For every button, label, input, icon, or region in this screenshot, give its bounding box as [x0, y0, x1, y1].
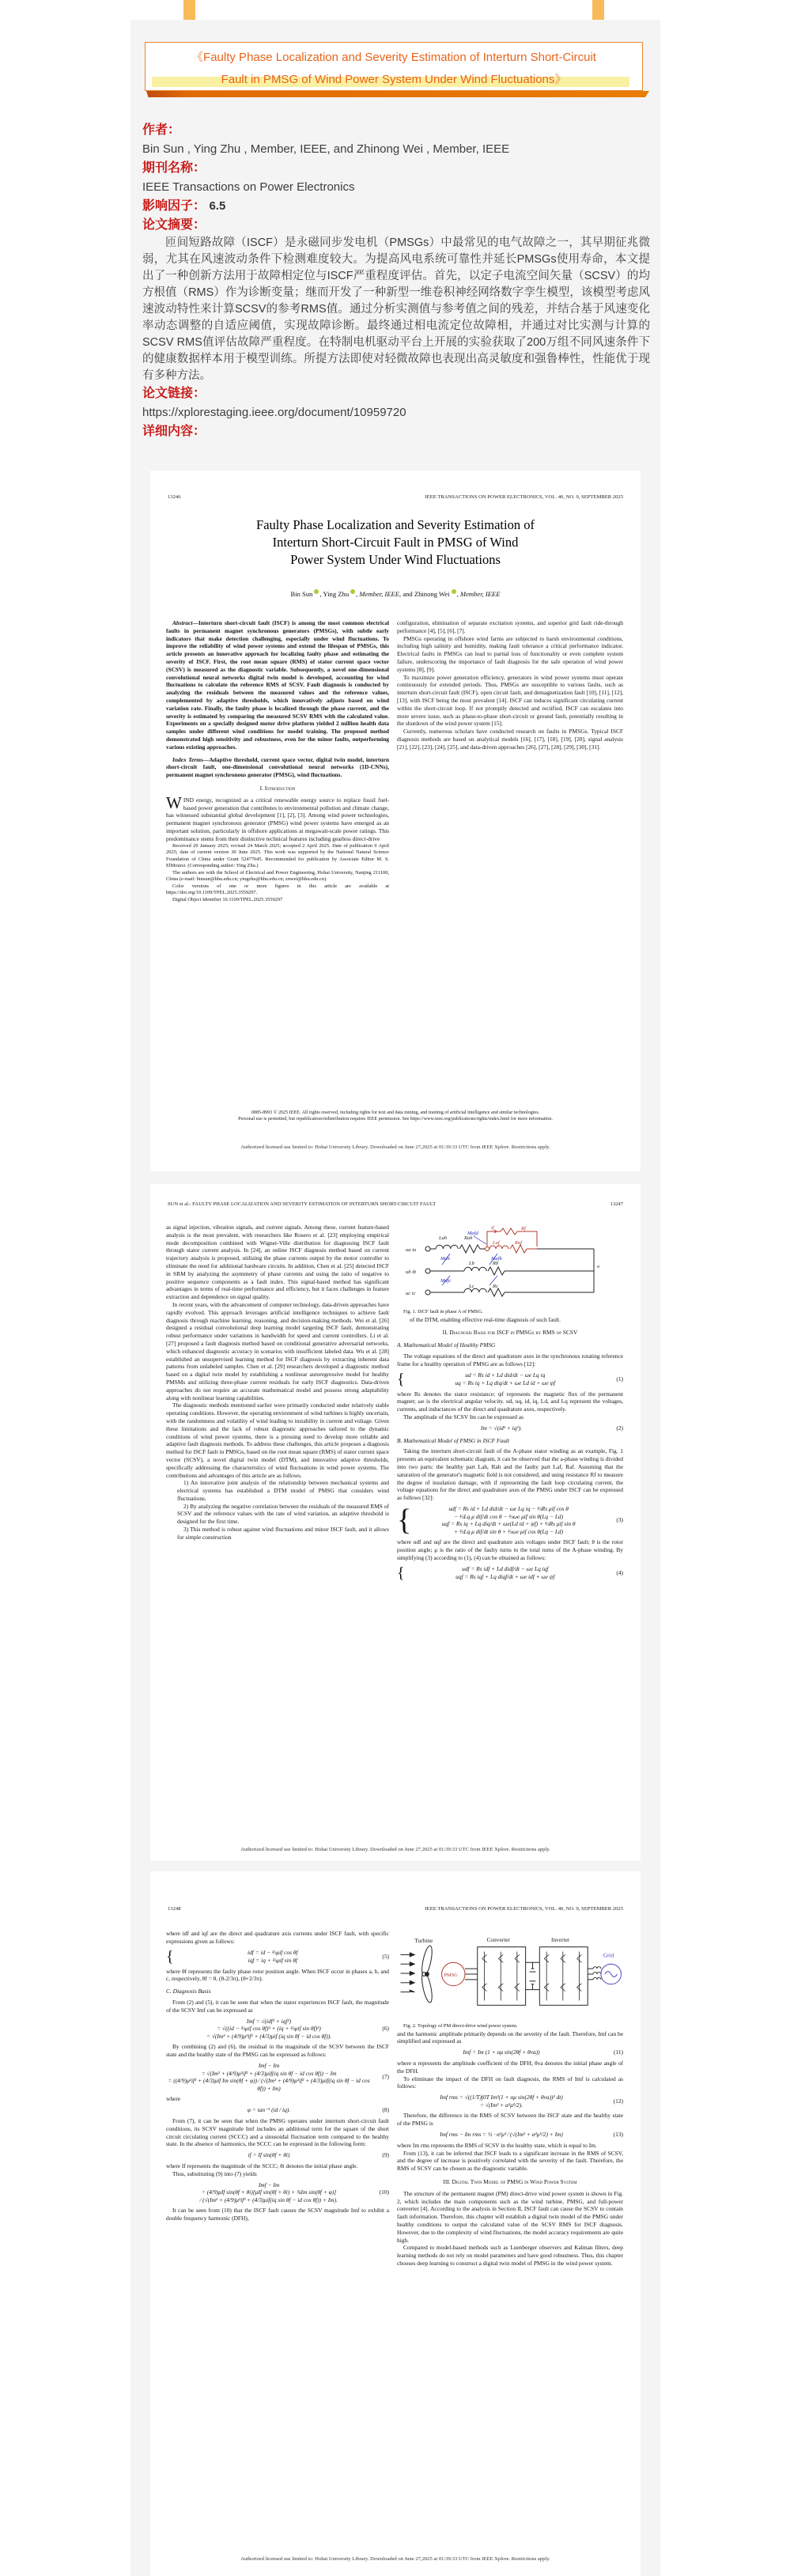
page3-number: 13248	[168, 1906, 181, 1912]
paragraph: where udf and uqf are the direct and quadrature axis voltages under ISCF fault; θ is the rotor position angle; μ is the ratio of the faulty turns to the total turns of the A-phase winding. By simplifying (3) according to (1), (4) can be obtained as follows:	[397, 1538, 623, 1561]
fig2-label-converter: Converter	[486, 1935, 510, 1943]
equation-8	[166, 2106, 389, 2114]
section-heading-2: II. Diagnosis Basis for ISCF in PMSGs by RMS of SCSV	[442, 1329, 578, 1337]
detail-label: 详细内容：	[142, 425, 206, 438]
paragraph: where	[166, 2095, 181, 2103]
journal-label: 期刊名称：	[142, 161, 206, 175]
paragraph: as signal injection, vibration signals, and current signals. Among these, current feature-based analysis is the most prevalent, with researchers like Rosero et al. [23] employing empirical mode decomposition combined with Wigner-Ville distribution for diagnosing ISCF fault through stator current analysis. In [24], an online ISCF diagnosis method based on current trajectory analysis is proposed, utilizing the phase currents output by the motor controller to eliminate the need for additional hardware circuits. In addition, Chen et al. [25] detected ISCF in SRM by analyzing the asymmetry of phase currents and using the ratio of negative to positive sequence components as a fault index. This signal-based method has significant advantages in terms of real-time performance and efficiency, but it faces challenges in feature extraction and dependence on signal quality.	[166, 1224, 389, 1301]
impact-factor-label: 影响因子：	[142, 199, 206, 213]
equation-number: (9)	[382, 2151, 389, 2159]
page2-head-title: SUN et al.: FAULTY PHASE LOCALIZATION AND SEVERITY ESTIMATION OF INTERTURN SHORT-CIRCUIT FAULT	[168, 1201, 437, 1207]
author-name: , and Zhinong Wei	[399, 590, 450, 598]
paragraph: From (2) and (5), it can be seen that when the stator experiences ISCF fault, the magnitude of the SCSV Imf can be expressed as	[166, 1998, 389, 2014]
paragraph: To maximize power generation efficiency, generators in wind power systems must operate continuously for extended periods. Thus, PMSGs are susceptible to various faults, such as interturn short-circuit fault (ISCF), open circuit fault, and demagnetization fault [10], [11], [12], [13], with ISCF being the most prevalent [14]. ISCF can induces significant circulating current within the short-circuit loop. If not promptly detected and rectified, ISCF can escalates into more severe issue, such as phase-to-phase short-circuit or ground fault, potentially resulting in the shutdown of the wind power system [15].	[397, 673, 623, 728]
section-heading-3: III. Digital Twin Model of PMSG in Wind Power System	[443, 2177, 577, 2185]
equation-brace: {	[397, 1504, 412, 1538]
page1-number: 13246	[168, 494, 181, 500]
equation-line: if = If sin(θf + θi)	[248, 2151, 290, 2159]
pdf-page-2	[150, 1184, 641, 1861]
authors-value: Bin Sun , Ying Zhu , Member, IEEE, and Zhinong Wei , Member, IEEE	[142, 142, 510, 156]
link-label: 论文链接：	[142, 387, 206, 400]
contribution-item-2: 2) By analyzing the negative correlation between the residuals of the measured RMS of SCSV and the reference values with the rate of wind variation, an adaptive threshold is designed for the first time.	[177, 1502, 389, 1526]
paragraph: where θf represents the faulty phase rotor position angle. When ISCF occur in phases a, b, and c, respectively, θf = θ, (θ-2/3π), (θ+2/3π).	[166, 1967, 389, 1983]
equation-line: Imf − Im	[258, 2061, 280, 2069]
page1-copyright	[171, 1110, 620, 1123]
ribbon-right	[592, 0, 604, 20]
paragraph: PMSGs operating in offshore wind farms are subjected to harsh environmental conditions, including high salinity and humidity, making fault tolerance a critical performance indicator. Electrical faults in PMSGs can lead to partial loss of functionality or even complete system failure, underscoring the importance of fault diagnosis for the safe operation of wind power systems [8], [9].	[397, 634, 623, 673]
figure-2-caption: Fig. 2. Topology of PM direct-drive wind power system.	[403, 2022, 518, 2029]
index-terms-paragraph	[166, 756, 389, 779]
page3-running-head	[168, 1906, 623, 1912]
abstract-paragraph	[166, 619, 389, 751]
equation-line: + ⅔Lq μ dif/dt sin θ + ⅔ωe μif cos θ(Lq − Ld)	[454, 1527, 564, 1535]
paper-title-line2: Interturn Short-Circuit Fault in PMSG of Wind	[272, 535, 519, 550]
equation-line: Imf rms = √((1/T)∫0T Im²(1 + αμ sin(2θf + θva))² dt)	[440, 2094, 563, 2101]
equation-brace: {	[166, 1947, 174, 1965]
fig2-label-grid: Grid	[603, 1951, 614, 1959]
paper-title-line1: Faulty Phase Localization and Severity Estimation of	[256, 517, 535, 532]
equation-number: (5)	[382, 1952, 389, 1960]
paragraph: Currently, numerous scholars have conducted research on faults in PMSGs. Typical ISCF diagnosis methods are based on analytical models [16], [17], [18], [19], [20], signal analysis [21], [22], [23], [24], [25], and data-driven approaches [26], [27], [28], [29], [30], [31].	[397, 728, 623, 751]
paragraph: By combining (2) and (6), the residual in the magnitude of the SCSV between the ISCF state and the healthy state of the PMSG can be expressed as follows:	[166, 2043, 389, 2059]
fig1-label-ua: ua ia	[406, 1247, 417, 1253]
footnote-2: The authors are with the School of Electrical and Power Engineering, Hohai University, Nanjing 211100, China (e-mail: binsun@hhu.edu.cn; yingzhu@hhu.edu.cn; znwei@hhu.edu.cn).	[166, 869, 389, 883]
fig2-label-turbine: Turbine	[414, 1936, 433, 1944]
article-card	[130, 20, 660, 2576]
equation-line: − ⅔Lq μ dif/dt cos θ − ⅔ωe μif sin θ(Lq − Ld)	[454, 1512, 564, 1520]
equation-number: (12)	[613, 2097, 623, 2105]
index-terms-heading: Index Terms—	[172, 755, 210, 763]
equation-number: (6)	[382, 2025, 389, 2033]
equation-line: φ = tan⁻¹ (id / iq).	[247, 2106, 291, 2114]
footnote-1: Received 20 January 2025; revised 24 March 2025; accepted 2 April 2025. Date of publication 9 April 2025; date of current version 30 June 2025. This work was supported by the National Natural Science Foundation of China under Grant 52477045. Recommended for publication by Associate Editor M. S. ElMoursi. (Corresponding author: Ying Zhu.)	[166, 842, 389, 869]
fig1-label-raf: Raf	[515, 1240, 523, 1246]
fig1-label-mafb: Mafb	[491, 1256, 502, 1262]
equation-2	[397, 1424, 623, 1432]
abstract-heading: Abstract—	[172, 619, 198, 626]
paragraph: From (13), it can be inferred that ISCF leads to a significant increase in the RMS of SCSV, and the degree of increase is positively correlated with the severity of the fault. Therefore, the RMS of SCSV can be chosen as the diagnostic variable.	[397, 2149, 623, 2173]
fig1-label-if: if	[491, 1225, 494, 1231]
pdf-page-3	[150, 1871, 641, 2576]
paper-link-url[interactable]: https://xplorestaging.ieee.org/document/10959720	[142, 406, 406, 419]
equation-line: uqf = Rs iq + Lq diq/dt + ωe(Ld id + ψf) + ⅔Rs μif sin θ	[441, 1520, 576, 1528]
subsection-b: B. Mathematical Model of PMSG in ISCF Fault	[397, 1436, 510, 1444]
banner-title-box	[145, 42, 643, 91]
page3-left-column	[166, 1930, 389, 2547]
equation-number: (11)	[613, 2048, 623, 2056]
subsection-c: C. Diagnosis Basis	[166, 1988, 211, 1995]
equation-number: (7)	[382, 2073, 389, 2081]
member-designation: Member, IEEE	[359, 590, 400, 598]
paragraph: where α represents the amplitude coefficient of the DFH; θva denotes the initial phase angle of the DFH.	[397, 2059, 623, 2075]
paragraph: where Im rms represents the RMS of SCSV in the healthy state, which is equal to Im.	[397, 2141, 597, 2149]
paragraph: It can be seen from (10) that the ISCF fault causes the SCSV magnitude Imf to exhibit a double frequency harmonic (DFH),	[166, 2207, 389, 2222]
equation-number: (4)	[616, 1568, 623, 1576]
member-designation: Member, IEEE	[459, 590, 501, 598]
equation-line: = √((id − ⅔μif cos θf)² + (iq + ⅔μif sin θf)²)	[217, 2025, 321, 2033]
equation-number: (3)	[616, 1516, 623, 1524]
equation-4	[397, 1565, 623, 1581]
paragraph: To eliminate the impact of the DFH on fault diagnosis, the RMS of Imf is calculated as follows:	[397, 2075, 623, 2090]
banner-shadow-bar	[146, 91, 649, 97]
paper-title	[174, 516, 617, 569]
paragraph: where If represents the magnitude of the SCCC; θi denotes the initial phase angle.	[166, 2162, 358, 2169]
pdf-page-1	[150, 471, 641, 1171]
paragraph: Taking the interturn short-circuit fault of the A-phase stator winding as an example, Fig. 1 presents an equivalent schematic diagram, it can be observed that the a-phase winding is divided into two parts: the healthy part Lah, Rah and the faulty part Laf, Raf. Assuming that the saturation of the generator's magnetic field is not considered, and using resistance Rf to measure the degree of insulation damage, with if representing the fault loop circulating current, the voltage equations for the direct and quadrature axes of the PMSG under ISCF can be expressed as follows [32]:	[397, 1447, 623, 1502]
page1-right-column	[397, 619, 623, 1103]
equation-brace: {	[397, 1564, 405, 1582]
fig2-label-inverter: Inverter	[551, 1935, 570, 1943]
equation-number: (10)	[379, 2188, 389, 2196]
abstract-text: 匝间短路故障（ISCF）是永磁同步发电机（PMSGs）中最常见的电气故障之一，其早期征兆微弱，尤其在风速波动条件下检测难度较大。为提高风电系统可靠性并延长PMSGs使用寿命，本文提出了一种创新方法用于故障相定位与ISCF严重程度评估。首先，以定子电流空间矢量（SCSV）的均方根值（RMS）作为诊断变量；继而开发了一种新型一维卷积神经网络数字孪生模型，该模型考虑风速波动特性来计算SCSV的参考RMS值。通过分析实测值与参考值之间的残差，并结合基于风速变化率动态调整的自适应阈值，实现故障诊断。最终通过相电流定位故障相，并通过对比实测与计算的SCSV RMS值评估故障严重程度。在特制电机驱动平台上开展的实验获取了200万组不同风速条件下的健康数据样本用于模型训练。所提方法即使对轻微故障也表现出高灵敏度和强鲁棒性，性能优于现有多种方法。	[142, 236, 650, 382]
equation-line: Imf − Im	[258, 2181, 280, 2188]
page1-running-head	[168, 494, 623, 500]
abstract-label: 论文摘要：	[142, 218, 206, 232]
equation-line: = ((4/9)μ²if² + (4/3)μif Im sin(θf + φ)) ⁄ (√(Im² + (4/9)μ²if² + (4/3)μif(iq sin θf − id cos θf)) + Im)	[168, 2077, 370, 2092]
fig1-label-laf: Laf	[493, 1240, 500, 1246]
equation-line: uq = Rs iq + Lq diq/dt + ωe Ld id + ωe ψf	[455, 1379, 556, 1386]
fig1-label-rc: Rc	[493, 1284, 498, 1289]
figure-1	[397, 1225, 623, 1307]
equation-line: uqf = Rs iqf + Lq diqf/dt + ωe idf + ωe ψf	[455, 1572, 555, 1580]
page2-left-column	[166, 1224, 389, 1839]
paper-authors	[150, 589, 641, 598]
paper-title-line3: Power System Under Wind Fluctuations	[290, 552, 501, 567]
page3-authorized-use: Authorized licensed use limited to: Hohai University Library. Downloaded on June 27,2025 at 01:39:33 UTC from IEEE Xplore. Restrictions apply.	[240, 2556, 550, 2562]
page3-journal-head: IEEE TRANSACTIONS ON POWER ELECTRONICS, VOL. 40, NO. 9, SEPTEMBER 2025	[425, 1906, 623, 1912]
fig1-label-mac: Mafc	[440, 1278, 452, 1284]
equation-number: (13)	[613, 2130, 623, 2138]
fig1-label-mafd: Mafd	[467, 1231, 478, 1236]
impact-factor-line	[142, 197, 650, 216]
paragraph: The amplitude of the SCSV Im can be expressed as	[403, 1413, 524, 1420]
paragraph: of the DTM, enabling effective real-time diagnosis of such fault.	[410, 1315, 561, 1323]
footnote-4: Digital Object Identifier 10.1109/TPEL.2025.3559297	[172, 896, 283, 902]
equation-line: = √(Im² + α²μ²/2).	[479, 2101, 524, 2109]
fig1-label-o: o	[597, 1264, 600, 1269]
paragraph: where Rs denotes the stator resistance; ψf represents the magnetic flux of the permanent magnet; ωe is the electrical angular velocity. ud, uq, id, iq, Ld, and Lq represent the voltages, currents, and inductances of the direct and quadrature axes, respectively.	[397, 1390, 623, 1413]
equation-5	[166, 1949, 389, 1965]
equation-line: Im = √(id² + iq²).	[481, 1424, 522, 1432]
equation-12	[397, 2094, 623, 2109]
figure-1-caption: Fig. 1. ISCF fault in phase A of PMSG.	[403, 1308, 483, 1314]
equation-6	[166, 2018, 389, 2041]
intro-body: IND energy, recognized as a critical renewable energy source to replace fossil fuel-based power generation that contributes to environmental pollution and climate change, has witnessed substantial global development [1], [2], [3]. Among wind power technologies, permanent magnet synchronous generator (PMSG) wind power systems have emerged as an important solution, particularly in offshore applications at megawatt-scale power ratings. This predominance stems from their distinctive technical features including gearless direct-drive	[166, 796, 389, 842]
equation-number: (2)	[616, 1424, 623, 1432]
equation-line: Imf = Im (1 + αμ sin(2θf + θva))	[463, 2048, 540, 2056]
equation-number: (8)	[382, 2106, 389, 2114]
paragraph: The structure of the permanent magnet (PM) direct-drive wind power system is shown in Fig. 2, which includes the main components such as the wind turbine, PMSG, and full-power converter [4]. According to the analysis in Section II, ISCF fault can cause the SCSV to contain fault information. Therefore, this chapter will establish a digital twin model of the PMSG under healthy conditions to output the calculated value of the SCSV RMS for ISCF diagnosis. However, due to the complexity of wind fluctuations, the model accuracy requirements are quite high.	[397, 2189, 623, 2244]
page2-running-head	[168, 1201, 623, 1207]
equation-line: ⁄ (√(Im² + (4/9)μ²if² + (4/3)μif(iq sin θf − id cos θf)) + Im).	[200, 2196, 338, 2203]
orcid-icon	[350, 589, 355, 594]
equation-line: udf = Rs id + Ld did/dt − ωe Lq iq − ⅔Rs μif cos θ	[448, 1504, 569, 1512]
fig2-label-pmsg: PMSG	[444, 1972, 458, 1978]
drop-cap: W	[166, 792, 182, 812]
equation-line: Imf = √(idf² + iqf²)	[246, 2017, 292, 2025]
paragraph: Therefore, the difference in the RMS of SCSV between the ISCF state and the healthy state of the PMSG is	[397, 2112, 623, 2128]
paragraph: Thus, substituting (9) into (7) yields	[172, 2169, 257, 2177]
page2-number: 13247	[610, 1201, 623, 1207]
ribbon-left	[183, 0, 195, 20]
copyright-line1: 0885-8993 © 2025 IEEE. All rights reserved, including rights for text and data mining, and training of artificial intelligence and similar technologies.	[251, 1110, 540, 1115]
iscf-circuit-figure	[404, 1225, 616, 1304]
paragraph: From (7), it can be seen that when the PMSG operates under interturn short-circuit fault conditions, its SCSV magnitude Imf includes an additional term for the square of the short circuit circulating current (SCCC) and a sinusoidal fluctuation term compared to the healthy state. In the absence of harmonics, the SCCC can be expressed in the following form:	[166, 2116, 389, 2148]
fig1-label-lah: Lah	[439, 1235, 448, 1241]
abstract-body: Interturn short-circuit fault (ISCF) is among the most common electrical faults in permanent magnet synchronous generators (PMSGs), with subtle early indicators that make detection challenging, especially under wind fluctuations. To improve the reliability of wind power systems and extend the lifespan of PMSGs, this article presents an innovative approach for localizing faulty phase and estimating the severity of ISCF. First, the root mean square (RMS) of stator current space vector (SCSV) is measured as the diagnostic variable. Subsequently, a novel one-dimensional convolutional neural networks digital twin model is developed, accounting for wind fluctuations to calculate the reference RMS of SCSV. Fault diagnosis is conducted by analyzing the residuals between the measured values and the reference values, complemented by adaptive thresholds, which innovatively adjusts based on wind variation rate. Finally, the faulty phase is localized through the phase current, and the severity is estimated by comparing the measured SCSV RMS with the calculated value. Experiments on a specially designed motor drive platform yielded 2 million health data samples under different wind conditions for model training. The proposed method demonstrated high sensitivity and robustness, even for the minor faults, outperforming various existing approaches.	[166, 619, 389, 751]
author-separator: ,	[356, 590, 360, 598]
intro-paragraph	[166, 792, 389, 843]
author-name: , Ying Zhu	[319, 590, 350, 598]
equation-3	[397, 1504, 623, 1538]
equation-10	[166, 2181, 389, 2204]
equation-line: ud = Rs id + Ld did/dt − ωe Lq iq	[465, 1371, 546, 1379]
fig1-label-ub: ub ib	[406, 1269, 417, 1275]
equation-brace: {	[397, 1370, 405, 1388]
figure-2	[397, 1931, 623, 2021]
page2-right-column	[397, 1224, 623, 1839]
paragraph: where idf and iqf are the direct and quadrature axis currents under ISCF fault, with specific expressions given as follows:	[166, 1930, 389, 1945]
equation-number: (1)	[616, 1375, 623, 1383]
journal-value: IEEE Transactions on Power Electronics	[142, 180, 355, 194]
equation-line: Imf rms − Im rms = ½ · α²μ² ⁄ (√(Im² + α²μ²/2) + Im)	[440, 2131, 563, 2139]
fig1-label-rf: Rf	[521, 1226, 526, 1231]
orcid-icon	[314, 589, 319, 594]
paragraph: The voltage equations of the direct and quadrature axes in the synchronous rotating reference frame for a healthy operation of PMSG are as follows [12]:	[397, 1352, 623, 1367]
equation-7	[166, 2062, 389, 2092]
fig1-label-lb: Lb	[469, 1261, 474, 1266]
section-heading-1: I. Introduction	[259, 784, 296, 792]
equation-1	[397, 1371, 623, 1387]
index-terms-body: Adaptive threshold, current space vector, digital twin model, interturn short-circuit fault, one-dimensional convolutional neural networks (1D-CNNs), permanent magnet synchronous generator (PMSG), wind fluctuations.	[166, 755, 389, 779]
page1-journal-head: IEEE TRANSACTIONS ON POWER ELECTRONICS, VOL. 40, NO. 9, SEPTEMBER 2025	[425, 494, 623, 500]
fig1-label-rah: Rah	[464, 1235, 473, 1241]
banner-title-line2: Fault in PMSG of Wind Power System Under Wind Fluctuations》	[221, 73, 567, 86]
subsection-a: A. Mathematical Model of Healthy PMSG	[397, 1341, 496, 1349]
footnote-3: Color versions of one or more figures in this article are available at https://doi.org/10.1109/TPEL.2025.3559297.	[166, 883, 389, 896]
paragraph: configuration, elimination of separate excitation systems, and superior grid fault ride-through performance [4], [5], [6], [7].	[397, 619, 623, 634]
meta-block	[142, 121, 650, 441]
fig1-label-uc: uc ic	[406, 1291, 416, 1296]
author-separator: ,	[456, 590, 460, 598]
paragraph: Compared to model-based methods such as Luenberger observers and Kalman filters, deep learning methods do not rely on model parameters and have good robustness. Thus, this chapter chooses deep learning to construct a digital twin model of PMSG in the wind power system.	[397, 2244, 623, 2267]
equation-11	[397, 2048, 623, 2056]
paragraph: and the harmonic amplitude primarily depends on the severity of the fault. Therefore, Imf can be simplified and expressed as	[397, 2029, 623, 2045]
page1-left-column	[166, 619, 389, 1103]
equation-line: iqf = iq + ⅔μif sin θf	[248, 1956, 297, 1964]
banner-title-line1: 《Faulty Phase Localization and Severity Estimation of Interturn Short-Circuit	[191, 51, 596, 64]
contribution-item-1: 1) An innovative joint analysis of the relationship between mechanical systems and electrical systems has established a DTM model of PMSG that considers wind fluctuations.	[177, 1479, 389, 1502]
orcid-icon	[452, 589, 456, 594]
author-name: Bin Sun	[290, 590, 313, 598]
copyright-line2: Personal use is permitted, but republication/redistribution requires IEEE permission. See https://www.ieee.org/publications/rights/index.html for more information.	[238, 1117, 553, 1122]
fig1-label-mab: Mab	[440, 1256, 450, 1262]
page3-right-column	[397, 1930, 623, 2547]
fig1-label-lc: Lc	[469, 1284, 474, 1289]
equation-line: idf = id − ⅔μif cos θf	[248, 1949, 298, 1956]
impact-factor-value: 6.5	[209, 199, 226, 213]
equation-line: = √(Im² + (4/9)μ²if² + (4/3)μif (iq sin θf − id cos θf)).	[206, 2032, 332, 2040]
equation-9	[166, 2151, 389, 2159]
paragraph: In recent years, with the advancement of computer technology, data-driven approaches have rapidly evolved. This approach leverages artificial intelligence techniques to achieve fault diagnosis through machine learning, reasoning, and decision-making methods. Wei et al. [26] designed a residual convolutional deep learning model targeting ISCF fault, demonstrating robust performance under variations in bandwidth for speed and current controllers. Li et al. [27] proposed a fault diagnosis method based on conditional generative adversarial networks, which enhanced diagnostic accuracy in scenarios with insufficient labeled data. Wu et al. [28] established an unsupervised learning method for ISCF diagnosis by extracting inherent data patterns from unlabeled samples. Chen et al. [29] researchers developed a diagnostic method based on a digital twin model by establishing a nonlinear autoregressive model for healthy PMSMs and utilizing three-phase current residuals for early ISCF diagnostics. Data-driven approaches do not require an accurate mathematical model and possess strong adaptability along with nonlinear learning capabilities.	[166, 1300, 389, 1401]
equation-line: udf = Rs idf + Ld didf/dt − ωe Lq iqf	[462, 1565, 549, 1573]
equation-line: = √(Im² + (4/9)μ²if² + (4/3)μif(iq sin θf − id cos θf)) − Im	[201, 2069, 337, 2077]
paragraph: The diagnostic methods mentioned earlier were primarily conducted under relatively stable operating conditions. However, the operating environment of wind turbines is highly uncertain, with the randomness and volatility of wind leading to instability in current and voltage. Given these limitations and the lack of robust diagnostic approaches tailored to the dynamic conditions of wind power systems, there is a pressing need to develop more reliable and adaptive fault diagnosis methods. To address these challenges, this article proposes a diagnosis method for ISCF fault in PMSGs, based on the root mean square (RMS) of stator current space vector (SCSV), a novel digital twin model (DTM), and innovative adaptive thresholds, specifically addressing the characteristics of wind fluctuations in wind power systems. The contributions and advantages of this article are as follows.	[166, 1401, 389, 1479]
fig1-label-rb: Rb	[493, 1261, 499, 1266]
page2-authorized-use: Authorized licensed use limited to: Hohai University Library. Downloaded on June 27,2025 at 01:39:33 UTC from IEEE Xplore. Restrictions apply.	[240, 1847, 550, 1852]
author-label: 作者：	[142, 123, 181, 137]
equation-line: = (4/9)μIf sin(θf + θi)[μIf sin(θf + θi) + ¾Im sin(θf + φ)]	[201, 2188, 337, 2196]
wind-power-topology-figure	[397, 1931, 623, 2018]
contribution-item-3: 3) This method is robust against wind fluctuations and minor ISCF fault, and it allows for simple construction	[177, 1526, 389, 1541]
page1-authorized-use: Authorized licensed use limited to: Hohai University Library. Downloaded on June 27,2025 at 01:39:33 UTC from IEEE Xplore. Restrictions apply.	[240, 1144, 550, 1150]
equation-13	[397, 2131, 623, 2139]
